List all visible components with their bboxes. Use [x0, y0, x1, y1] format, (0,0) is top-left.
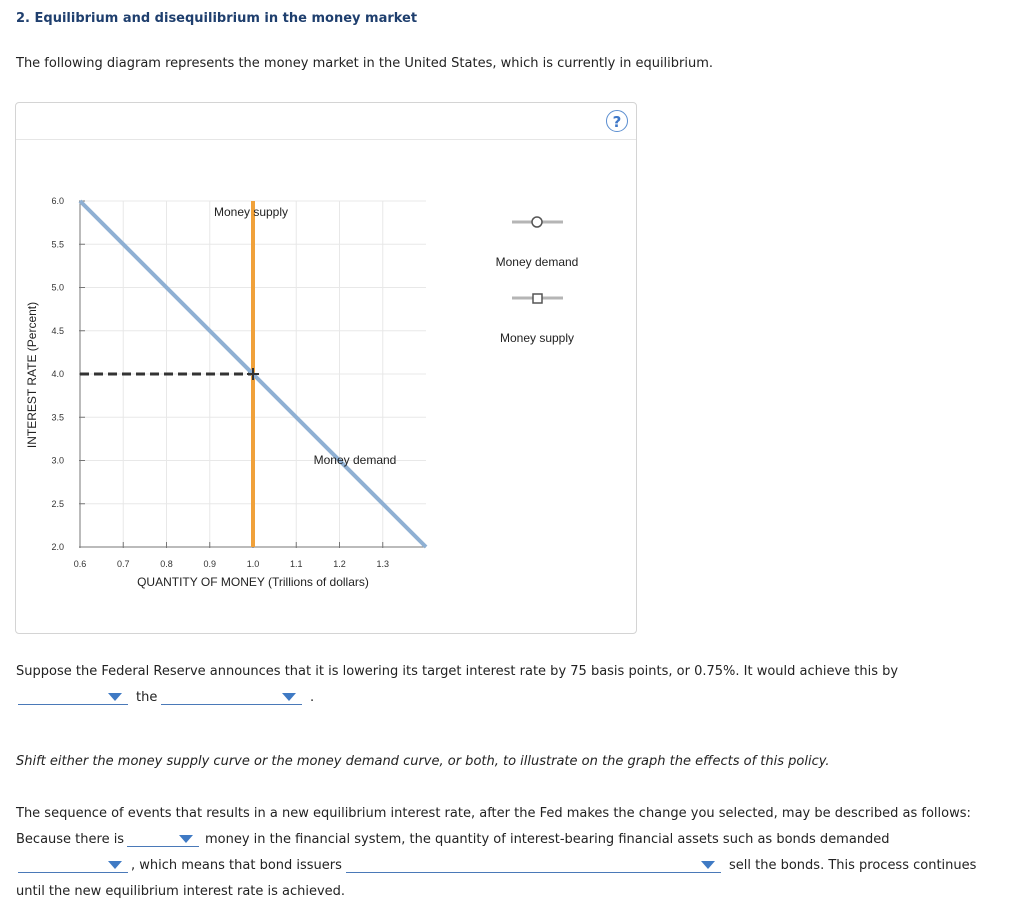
legend-money-demand-tool[interactable]	[496, 217, 579, 269]
x-tick-label: 1.3	[376, 559, 390, 569]
y-tick-label: 4.5	[51, 325, 64, 336]
question-line-1: Suppose the Federal Reserve announces that it is lowering its target interest rate by 75 basis points, or 0.75%. It would achieve this by	[16, 664, 899, 679]
y-tick-label: 2.5	[51, 498, 64, 509]
x-tick-label: 1.2	[333, 559, 346, 569]
the-word: the	[136, 690, 158, 705]
y-tick-label: 2.0	[51, 542, 64, 552]
dropdown-arrow-icon	[282, 693, 296, 701]
dropdown-arrow-icon	[701, 861, 715, 869]
y-tick-label: 4.0	[51, 369, 64, 379]
dropdown-arrow-icon	[108, 693, 122, 701]
until-text: until the new equilibrium interest rate is achieved.	[16, 884, 346, 899]
x-tick-label: 0.7	[116, 559, 130, 569]
y-tick-label: 5.0	[51, 282, 64, 293]
question-title: 2. Equilibrium and disequilibrium in the money market	[16, 11, 418, 26]
bonds-demanded-dropdown[interactable]	[18, 858, 128, 873]
y-tick-label: 3.0	[51, 455, 64, 466]
y-axis-label: INTEREST RATE (Percent)	[25, 301, 39, 449]
issuers-dropdown[interactable]	[346, 858, 721, 873]
money-amount-dropdown[interactable]	[127, 832, 199, 847]
legend-money-demand-label: Money demand	[495, 255, 579, 269]
x-tick-label: 1.1	[289, 559, 303, 569]
axes	[51, 196, 426, 569]
y-tick-label: 3.5	[51, 412, 64, 423]
dropdown-arrow-icon	[108, 861, 122, 869]
x-tick-label: 0.8	[160, 559, 173, 569]
x-tick-label: 0.9	[203, 559, 217, 569]
sequence-intro: The sequence of events that results in a new equilibrium interest rate, after the Fed makes the change you selected, may be described as follows:	[16, 806, 971, 821]
money-demand-curve-label: Money demand	[313, 453, 397, 467]
legend-money-supply-label: Money supply	[499, 331, 575, 345]
dropdown-arrow-icon	[179, 835, 193, 843]
because-text: Because there is	[16, 832, 125, 847]
which-means-text: , which means that bond issuers	[131, 858, 342, 873]
instruction-text: Shift either the money supply curve or the money demand curve, or both, to illustrate on the graph the effects of this policy.	[16, 754, 830, 769]
x-tick-label: 1.0	[246, 559, 260, 569]
object-dropdown[interactable]	[161, 690, 302, 705]
square-marker-icon	[533, 294, 542, 303]
help-icon[interactable]: ?	[606, 110, 628, 132]
sell-bonds-text: sell the bonds. This process continues	[729, 858, 977, 873]
circle-marker-icon	[532, 217, 542, 227]
legend-money-supply-tool[interactable]	[500, 294, 574, 345]
x-axis-label: QUANTITY OF MONEY (Trillions of dollars)	[137, 575, 369, 589]
money-in-system-text: money in the financial system, the quantity of interest-bearing financial assets such as bonds demanded	[205, 832, 890, 847]
y-tick-label: 6.0	[51, 196, 64, 206]
intro-text: The following diagram represents the money market in the United States, which is currently in equilibrium.	[16, 56, 714, 71]
sentence-period: .	[310, 690, 315, 705]
action-dropdown[interactable]	[18, 690, 128, 705]
y-tick-label: 5.5	[51, 239, 64, 250]
x-tick-label: 0.6	[73, 559, 87, 569]
money-supply-curve-label: Money supply	[213, 205, 289, 219]
